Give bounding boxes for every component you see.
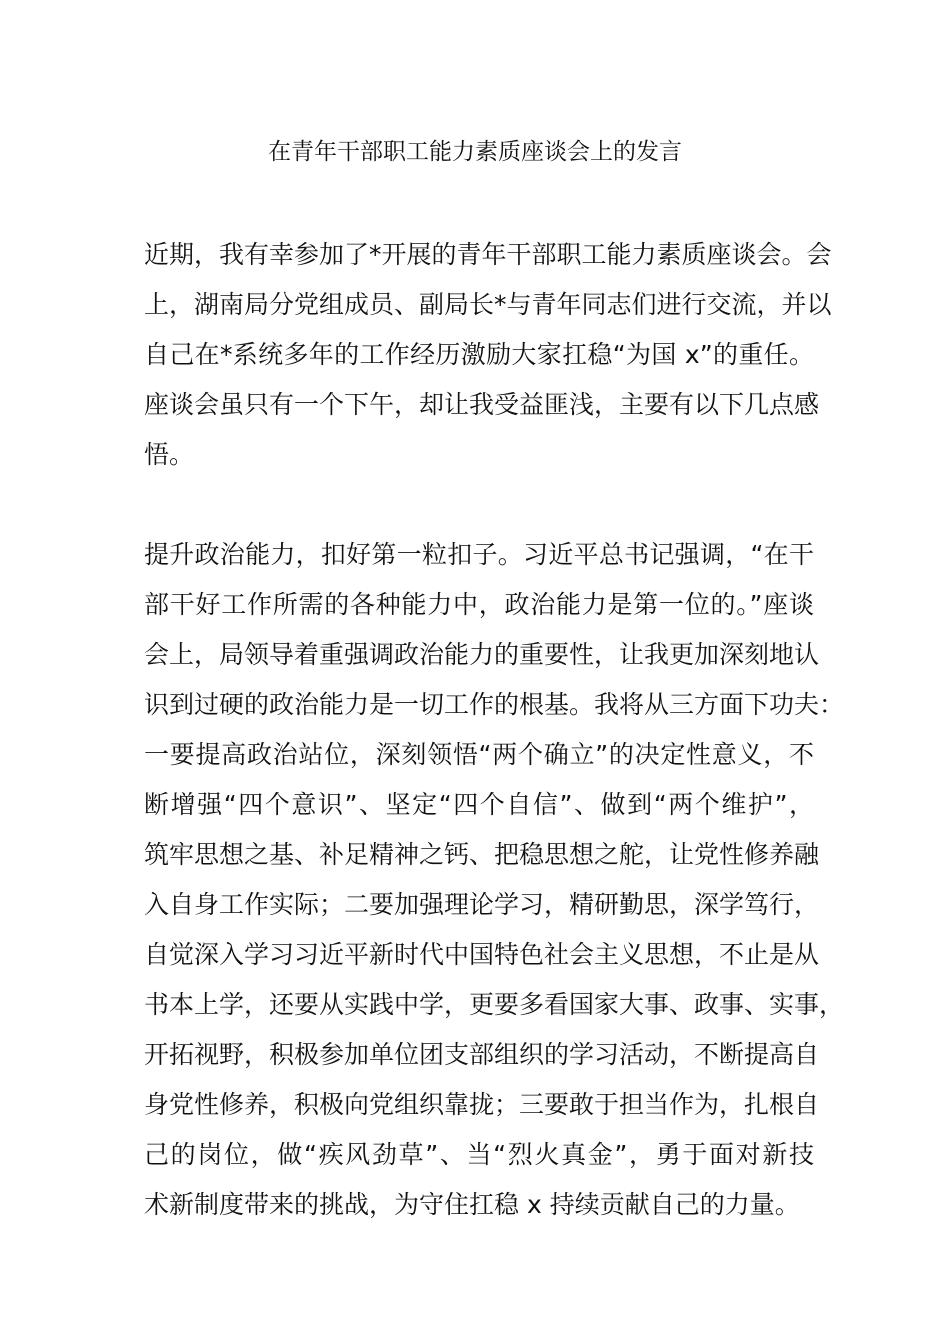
paragraph-line: 部干好工作所需的各种能力中，政治能力是第一位的。”座谈 bbox=[144, 590, 814, 619]
paragraph-line: 提升政治能力，扣好第一粒扣子。习近平总书记强调，“在干 bbox=[144, 540, 814, 569]
paragraph-line: 座谈会虽只有一个下午，却让我受益匪浅，主要有以下几点感 bbox=[144, 390, 820, 419]
paragraph-political-ability bbox=[144, 530, 845, 1230]
paragraph-line: 自觉深入学习习近平新时代中国特色社会主义思想，不止是从 bbox=[144, 940, 820, 969]
paragraph-line: 入自身工作实际；二要加强理论学习，精研勤思，深学笃行， bbox=[144, 890, 820, 919]
paragraph-line: 己的岗位，做“疾风劲草”、当“烈火真金”，勇于面对新技 bbox=[144, 1140, 814, 1169]
paragraph-line: 识到过硬的政治能力是一切工作的根基。我将从三方面下功夫： bbox=[144, 690, 845, 719]
document-title: 在青年干部职工能力素质座谈会上的发言 bbox=[268, 139, 682, 165]
paragraph-intro bbox=[144, 230, 832, 480]
paragraph-line: 身党性修养，积极向党组织靠拢；三要敢于担当作为，扎根自 bbox=[144, 1090, 820, 1119]
paragraph-line: 近期，我有幸参加了*开展的青年干部职工能力素质座谈会。会 bbox=[144, 240, 832, 269]
paragraph-line: 开拓视野，积极参加单位团支部组织的学习活动，不断提高自 bbox=[144, 1040, 820, 1069]
paragraph-line: 术新制度带来的挑战，为守住扛稳 x 持续贡献自己的力量。 bbox=[144, 1190, 800, 1219]
paragraph-line: 自己在*系统多年的工作经历激励大家扛稳“为国 x”的重任。 bbox=[144, 340, 814, 369]
paragraph-line: 上，湖南局分党组成员、副局长*与青年同志们进行交流，并以 bbox=[144, 290, 832, 319]
paragraph-line: 会上，局领导着重强调政治能力的重要性，让我更加深刻地认 bbox=[144, 640, 820, 669]
paragraph-line: 书本上学，还要从实践中学，更要多看国家大事、政事、实事， bbox=[144, 990, 845, 1019]
paragraph-line: 悟。 bbox=[144, 440, 195, 469]
paragraph-line: 断增强“四个意识”、坚定“四个自信”、做到“两个维护”， bbox=[144, 790, 814, 819]
paragraph-line: 一要提高政治站位，深刻领悟“两个确立”的决定性意义，不 bbox=[144, 740, 814, 769]
paragraph-line: 筑牢思想之基、补足精神之钙、把稳思想之舵，让党性修养融 bbox=[144, 840, 820, 869]
